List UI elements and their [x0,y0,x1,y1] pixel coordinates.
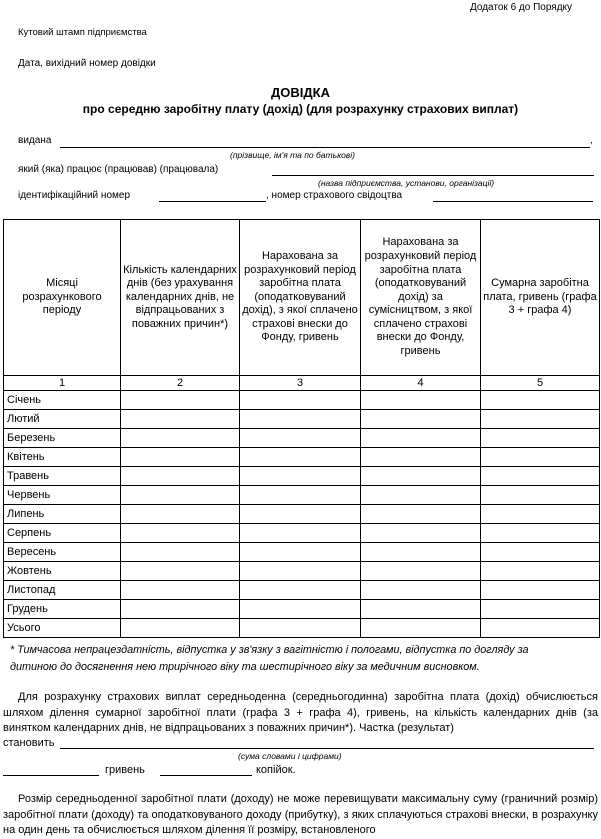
month-label: Травень [4,467,121,486]
cell-input[interactable] [121,581,240,600]
cell-input[interactable] [240,581,361,600]
appendix-note: Додаток 6 до Порядку [470,2,573,13]
stanovyt-label: становить [3,737,55,749]
month-label: Вересень [4,543,121,562]
hryven-label: гривень [105,764,145,776]
table-row [4,543,600,562]
cell-input[interactable] [481,524,600,543]
month-label: Квітень [4,448,121,467]
cell-input[interactable] [361,600,481,619]
header-salary: Нарахована за розрахунковий період заробітна плата (оподатковуваний дохід), з якої сплачено страхові внески до Фонду, гривень [240,220,361,376]
table-header-row [4,220,600,376]
corner-stamp-label: Кутовий штамп підприємства [18,27,147,38]
cell-input[interactable] [481,505,600,524]
issued-hint: (прізвище, ім'я та по батькові) [230,150,355,160]
cell-input[interactable] [481,562,600,581]
cell-input[interactable] [240,600,361,619]
cell-input[interactable] [121,543,240,562]
cell-input[interactable] [481,486,600,505]
table-row [4,448,600,467]
issued-label: видана [18,135,52,146]
total-label: Усього [4,619,121,638]
header-months: Місяці розрахункового періоду [4,220,121,376]
issued-input-line[interactable] [60,147,590,148]
date-number-label: Дата, вихідний номер довідки [18,58,156,69]
col-num-4: 4 [361,376,481,391]
cell-input[interactable] [481,448,600,467]
hryven-input-line[interactable] [3,775,99,776]
works-hint: (назва підприємства, установи, організації) [318,178,495,188]
workplace-input-line[interactable] [272,175,594,176]
month-label: Березень [4,429,121,448]
cell-input[interactable] [240,410,361,429]
month-label: Листопад [4,581,121,600]
cell-input[interactable] [240,619,361,638]
cell-input[interactable] [240,562,361,581]
col-num-2: 2 [121,376,240,391]
cell-input[interactable] [121,524,240,543]
cell-input[interactable] [361,429,481,448]
cell-input[interactable] [481,429,600,448]
cert-label: , номер страхового свідоцтва [266,190,403,201]
cell-input[interactable] [481,619,600,638]
cell-input[interactable] [121,600,240,619]
header-total: Сумарна заробітна плата, гривень (графа 3 + графа 4) [481,220,600,376]
col-num-3: 3 [240,376,361,391]
footnote: * Тимчасова непрацездатність, відпустка у зв'язку з вагітністю і пологами, відпустка по догляду за дитиною до досягнення нею трирічного віку та шестирічного віку за медичним висновком. [10,644,529,673]
limit-paragraph: Розмір середньоденної заробітної плати (доходу) не може перевищувати максимальну суму (граничний розмір) заробітної плати (доходу) та оподатковуваного доходу (прибутку), з яких сплачуються страхові внески, в розрахунку на один день та обчислюється шляхом ділення її розміру, встановленого [3,793,598,836]
cell-input[interactable] [361,391,481,410]
cell-input[interactable] [240,429,361,448]
table-row [4,562,600,581]
cell-input[interactable] [481,581,600,600]
table-row [4,391,600,410]
cell-input[interactable] [361,410,481,429]
col-num-5: 5 [481,376,600,391]
col-num-1: 1 [4,376,121,391]
table-row [4,429,600,448]
header-salary-combined: Нарахована за розрахунковий період заробітна плата (оподатковуваний дохід) за сумісництвом, з якої сплачено страхові внески до Фонду, гривень [361,220,481,376]
salary-table [3,219,600,638]
cell-input[interactable] [240,486,361,505]
table-row [4,486,600,505]
header-days: Кількість календарних днів (без урахування календарних днів, не відпрацьованих з поважних причин*) [121,220,240,376]
cell-input[interactable] [361,524,481,543]
page-subtitle: про середню заробітну плату (дохід) (для розрахунку страхових виплат) [82,102,519,116]
cell-input[interactable] [121,486,240,505]
table-row [4,467,600,486]
cell-input[interactable] [121,562,240,581]
cell-input[interactable] [240,543,361,562]
cell-input[interactable] [121,467,240,486]
month-label: Лютий [4,410,121,429]
month-label: Червень [4,486,121,505]
cell-input[interactable] [361,581,481,600]
kopiyok-label: копійок. [256,764,296,776]
cell-input[interactable] [240,467,361,486]
cell-input[interactable] [121,505,240,524]
table-row [4,581,600,600]
cell-input[interactable] [121,429,240,448]
id-number-input-line[interactable] [159,201,266,202]
page-title: ДОВІДКА [271,85,330,100]
cell-input[interactable] [361,448,481,467]
table-row [4,505,600,524]
works-label: який (яка) працює (працював) (працювала) [18,164,219,175]
month-label: Грудень [4,600,121,619]
cell-input[interactable] [481,410,600,429]
month-label: Січень [4,391,121,410]
table-row [4,600,600,619]
kopiyok-input-line[interactable] [160,775,252,776]
table-row-total [4,619,600,638]
cell-input[interactable] [121,410,240,429]
calc-paragraph: Для розрахунку страхових виплат середньоденна (середньогодинна) заробітна плата (дохід) обчислюється шляхом ділення сумарної заробітної плати (графа 3 + графа 4), гривень, на кількість календарних днів (за винятком календарних днів, не відпрацьованих з поважних причин*). Частка (результат) [3,691,598,734]
cell-input[interactable] [240,524,361,543]
table-row [4,524,600,543]
cell-input[interactable] [361,505,481,524]
cell-input[interactable] [481,600,600,619]
table-row [4,410,600,429]
cell-input[interactable] [361,467,481,486]
cell-input[interactable] [361,562,481,581]
month-label: Серпень [4,524,121,543]
cell-input[interactable] [240,448,361,467]
sum-input-line[interactable] [60,748,594,749]
cell-input[interactable] [240,391,361,410]
month-label: Жовтень [4,562,121,581]
sum-hint: (сума словами і цифрами) [238,751,342,761]
month-label: Липень [4,505,121,524]
cell-input[interactable] [121,391,240,410]
id-number-label: ідентифікаційний номер [18,190,131,201]
cell-input[interactable] [361,619,481,638]
cell-input[interactable] [121,619,240,638]
cert-number-input-line[interactable] [433,201,593,202]
cell-input[interactable] [240,505,361,524]
cell-input[interactable] [121,448,240,467]
cell-input[interactable] [481,391,600,410]
column-number-row [4,376,600,391]
cell-input[interactable] [361,486,481,505]
cell-input[interactable] [481,543,600,562]
cell-input[interactable] [361,543,481,562]
cell-input[interactable] [481,467,600,486]
